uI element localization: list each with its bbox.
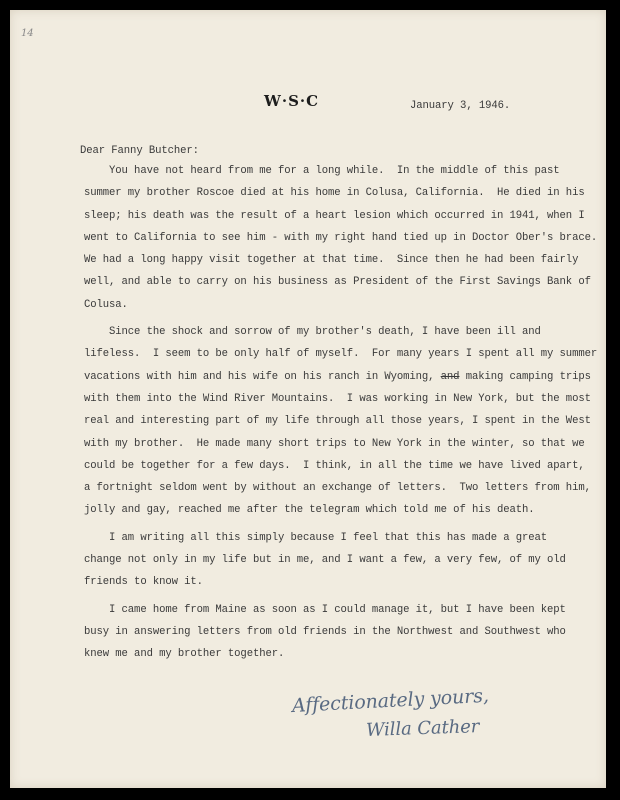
text-line: well, and able to carry on his business as President of the First Savings Bank of (84, 276, 591, 289)
paragraph (84, 160, 606, 316)
text-line: real and interesting part of my life through all those years, I spent in the West (84, 415, 591, 428)
text-line: I came home from Maine as soon as I could manage it, but I have been kept (84, 603, 566, 616)
paragraph (84, 527, 606, 594)
text-line: change not only in my life but in me, and I want a few, a very few, of my old (84, 554, 566, 567)
text-line: Colusa. (84, 298, 128, 311)
text-line: friends to know it. (84, 576, 203, 589)
text-line: with them into the Wind River Mountains. I was working in New York, but the most (84, 392, 591, 405)
text-line (84, 366, 606, 388)
text-line: could be together for a few days. I think, in all the time we have lived apart, (84, 459, 585, 472)
text-line: You have not heard from me for a long while. In the middle of this past (84, 165, 560, 177)
paragraph (84, 321, 606, 522)
struck-word: and (440, 370, 460, 383)
letter-page (10, 10, 606, 788)
text-line: knew me and my brother together. (84, 648, 285, 661)
signature-handwritten: Willa Cather (365, 716, 480, 741)
closing-handwritten: Affectionately yours, (291, 684, 490, 717)
line-text-before: vacations with him and his wife on his ranch in Wyoming, (84, 370, 441, 383)
text-line: I am writing all this simply because I feel that this has made a great (84, 531, 548, 544)
text-line: sleep; his death was the result of a heart lesion which occurred in 1941, when I (84, 209, 585, 222)
text-line: went to California to see him - with my right hand tied up in Doctor Ober's brace. (84, 231, 598, 244)
letter-date: January 3, 1946. (410, 100, 511, 112)
text-line: lifeless. I seem to be only half of myself. For many years I spent all my summer (84, 348, 598, 361)
text-line: with my brother. He made many short trips to New York in the winter, so that we (84, 437, 585, 450)
text-line: jolly and gay, reached me after the telegram which told me of his death. (84, 504, 535, 517)
line-text-after: making camping trips (459, 370, 591, 383)
salutation: Dear Fanny Butcher: (80, 145, 199, 157)
text-line: summer my brother Roscoe died at his home in Colusa, California. He died in his (84, 187, 585, 200)
letterhead-monogram: W·S·C (264, 92, 320, 110)
text-line: busy in answering letters from old friends in the Northwest and Southwest who (84, 625, 566, 638)
text-line: a fortnight seldom went by without an exchange of letters. Two letters from him, (84, 482, 591, 495)
text-line: Since the shock and sorrow of my brother's death, I have been ill and (84, 326, 541, 339)
paragraph (84, 599, 606, 666)
letter-body (84, 160, 606, 666)
archive-number: 14 (21, 28, 34, 39)
text-line: We had a long happy visit together at that time. Since then he had been fairly (84, 254, 579, 267)
